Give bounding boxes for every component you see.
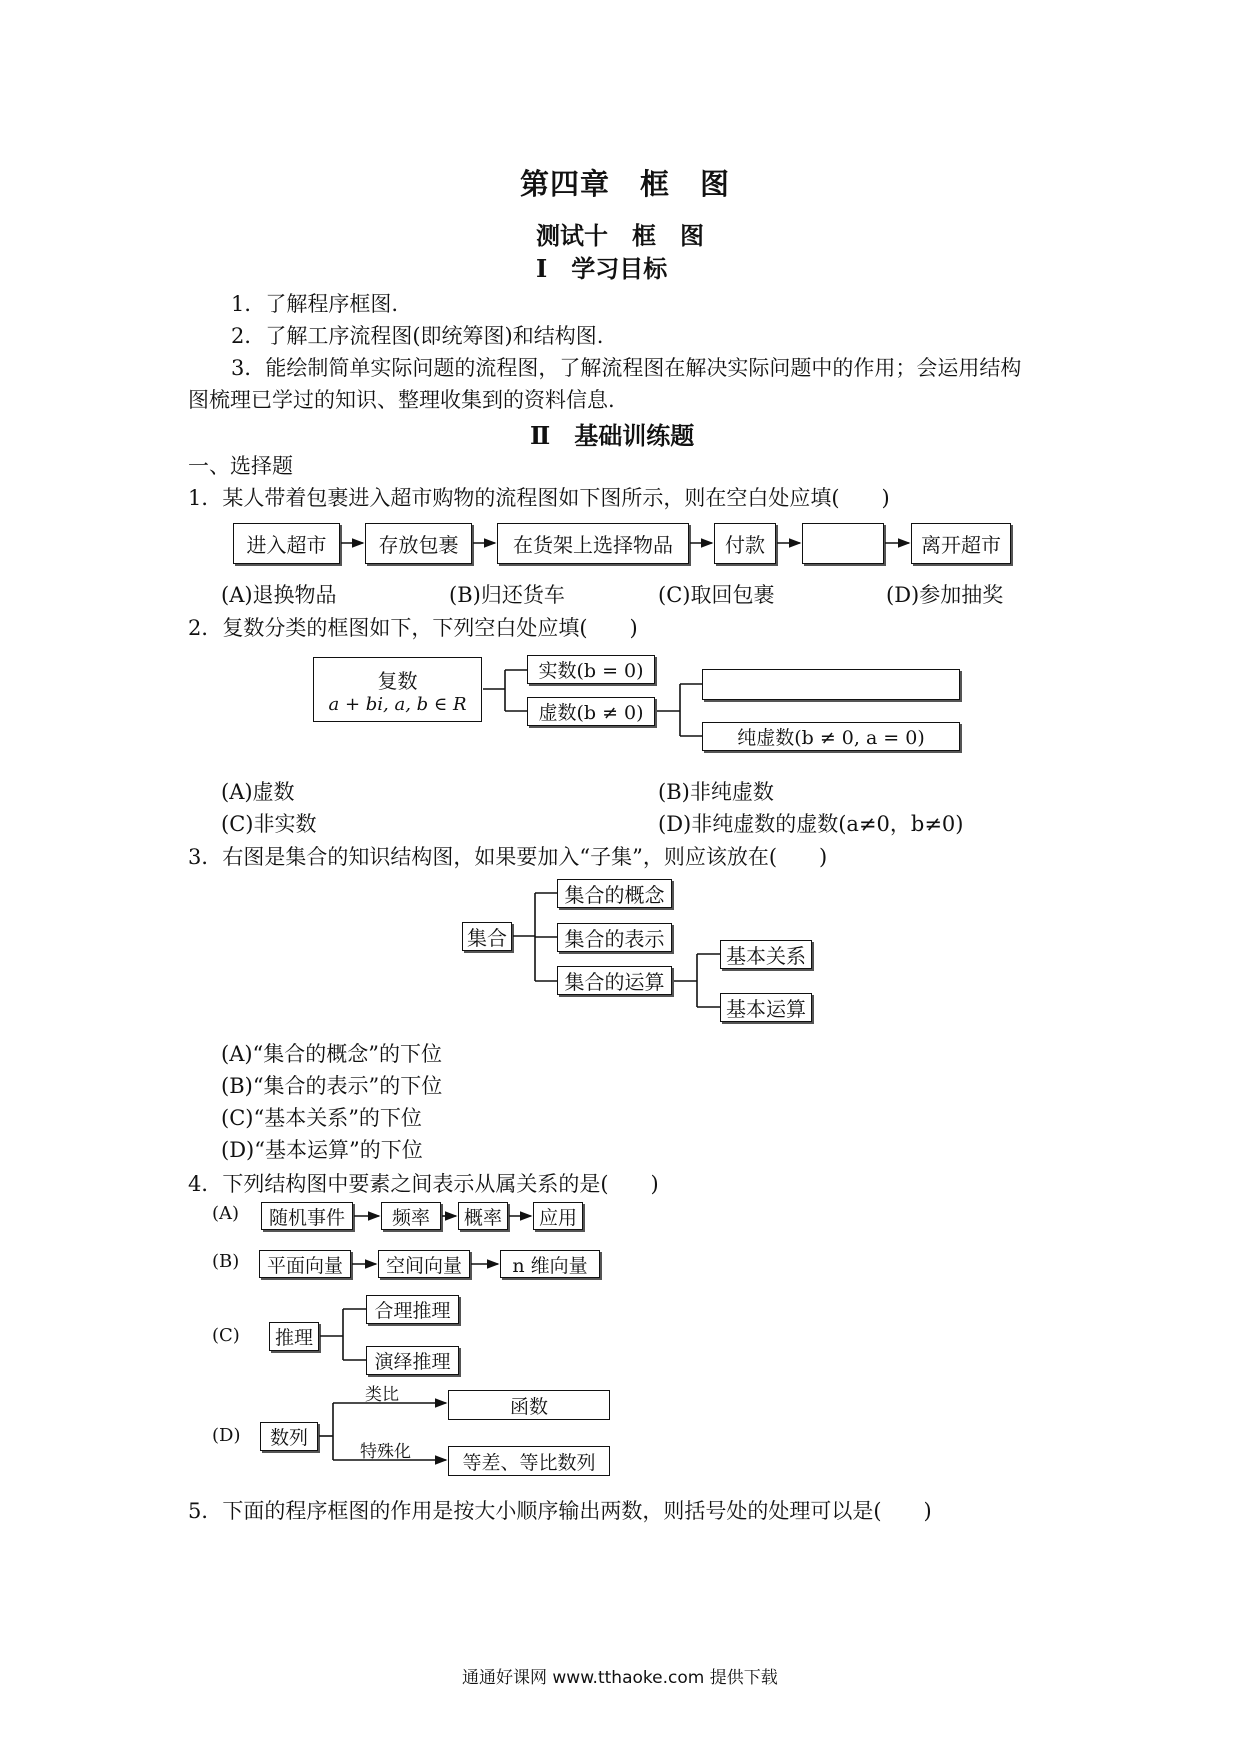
q1-box-leave: 离开超市 <box>911 523 1011 564</box>
section-title-exercises: Ⅱ 基础训练题 <box>530 421 695 450</box>
q3-option-b: (B)“集合的表示”的下位 <box>221 1074 443 1098</box>
q4b-box-space-vector: 空间向量 <box>378 1250 470 1278</box>
q1-option-d: (D)参加抽奖 <box>886 583 1004 607</box>
question-2-stem: 2．复数分类的框图如下，下列空白处应填( ) <box>188 616 638 640</box>
q3-box-representation: 集合的表示 <box>557 923 672 952</box>
q3-box-concept: 集合的概念 <box>557 879 672 908</box>
q1-box-store: 存放包裹 <box>365 523 472 564</box>
q2-option-c: (C)非实数 <box>221 812 317 836</box>
q4c-box-reasoning: 推理 <box>269 1322 319 1351</box>
q4c-box-plausible: 合理推理 <box>366 1295 459 1324</box>
q4-label-d: (D) <box>212 1425 241 1446</box>
objective-item: 2．了解工序流程图(即统筹图)和结构图. <box>231 324 604 348</box>
question-5-stem: 5．下面的程序框图的作用是按大小顺序输出两数，则括号处的处理可以是( ) <box>188 1499 932 1523</box>
q1-option-a: (A)退换物品 <box>221 583 337 607</box>
q4a-box-random-event: 随机事件 <box>261 1202 353 1230</box>
q4d-box-sequence: 数列 <box>260 1422 318 1451</box>
q2-root-formula: a + bi, a, b ∈ R <box>328 693 467 715</box>
objective-item: 图梳理已学过的知识、整理收集到的资料信息. <box>188 388 615 412</box>
footer-source: 通通好课网 www.tthaoke.com 提供下载 <box>462 1668 778 1688</box>
q2-box-pure-imag: 纯虚数(b ≠ 0, a = 0) <box>702 722 960 751</box>
section-title-objectives: Ⅰ 学习目标 <box>536 254 668 283</box>
q4d-edge-specialization: 特殊化 <box>360 1442 411 1462</box>
objective-item: 3．能绘制简单实际问题的流程图，了解流程图在解决实际问题中的作用；会运用结构 <box>231 356 1022 380</box>
q4a-box-application: 应用 <box>533 1202 583 1230</box>
q4d-box-function: 函数 <box>448 1390 610 1420</box>
q4b-box-n-dim-vector: n 维向量 <box>500 1250 600 1278</box>
q3-box-basic-operation: 基本运算 <box>720 993 812 1022</box>
q4a-box-frequency: 频率 <box>381 1202 441 1230</box>
q4-label-c: (C) <box>212 1325 240 1346</box>
q4d-edge-analogy: 类比 <box>365 1385 399 1405</box>
q1-box-select: 在货架上选择物品 <box>497 523 689 564</box>
q1-box-enter: 进入超市 <box>233 523 340 564</box>
q3-option-c: (C)“基本关系”的下位 <box>221 1106 422 1130</box>
q1-option-b: (B)归还货车 <box>449 583 565 607</box>
q2-root-label: 复数 <box>377 668 418 693</box>
objective-item: 1．了解程序框图. <box>231 292 399 316</box>
q4-label-a: (A) <box>212 1203 240 1224</box>
q4a-box-probability: 概率 <box>458 1202 508 1230</box>
q1-box-pay: 付款 <box>714 523 776 564</box>
chapter-title: 第四章 框 图 <box>520 167 731 201</box>
q1-option-c: (C)取回包裹 <box>658 583 775 607</box>
q2-option-b: (B)非纯虚数 <box>658 780 774 804</box>
question-3-stem: 3．右图是集合的知识结构图，如果要加入“子集”，则应该放在( ) <box>188 845 828 869</box>
q3-box-operation: 集合的运算 <box>557 966 672 995</box>
q2-option-d: (D)非纯虚数的虚数(a≠0，b≠0) <box>658 812 964 836</box>
q2-box-real: 实数(b = 0) <box>527 655 655 684</box>
question-1-stem: 1．某人带着包裹进入超市购物的流程图如下图所示，则在空白处应填( ) <box>188 486 890 510</box>
q4b-box-plane-vector: 平面向量 <box>259 1250 351 1278</box>
q2-option-a: (A)虚数 <box>221 780 295 804</box>
q3-box-basic-relation: 基本关系 <box>720 940 812 969</box>
q4c-box-deductive: 演绎推理 <box>366 1346 459 1375</box>
test-title: 测试十 框 图 <box>536 221 704 250</box>
q3-box-set: 集合 <box>462 922 512 951</box>
q4-label-b: (B) <box>212 1251 240 1272</box>
q3-option-d: (D)“基本运算”的下位 <box>221 1138 423 1162</box>
q4d-box-arith-geo: 等差、等比数列 <box>448 1446 610 1476</box>
q2-box-imag: 虚数(b ≠ 0) <box>527 697 655 726</box>
question-4-stem: 4．下列结构图中要素之间表示从属关系的是( ) <box>188 1172 659 1196</box>
q3-option-a: (A)“集合的概念”的下位 <box>221 1042 443 1066</box>
part-title: 一、选择题 <box>188 454 293 478</box>
